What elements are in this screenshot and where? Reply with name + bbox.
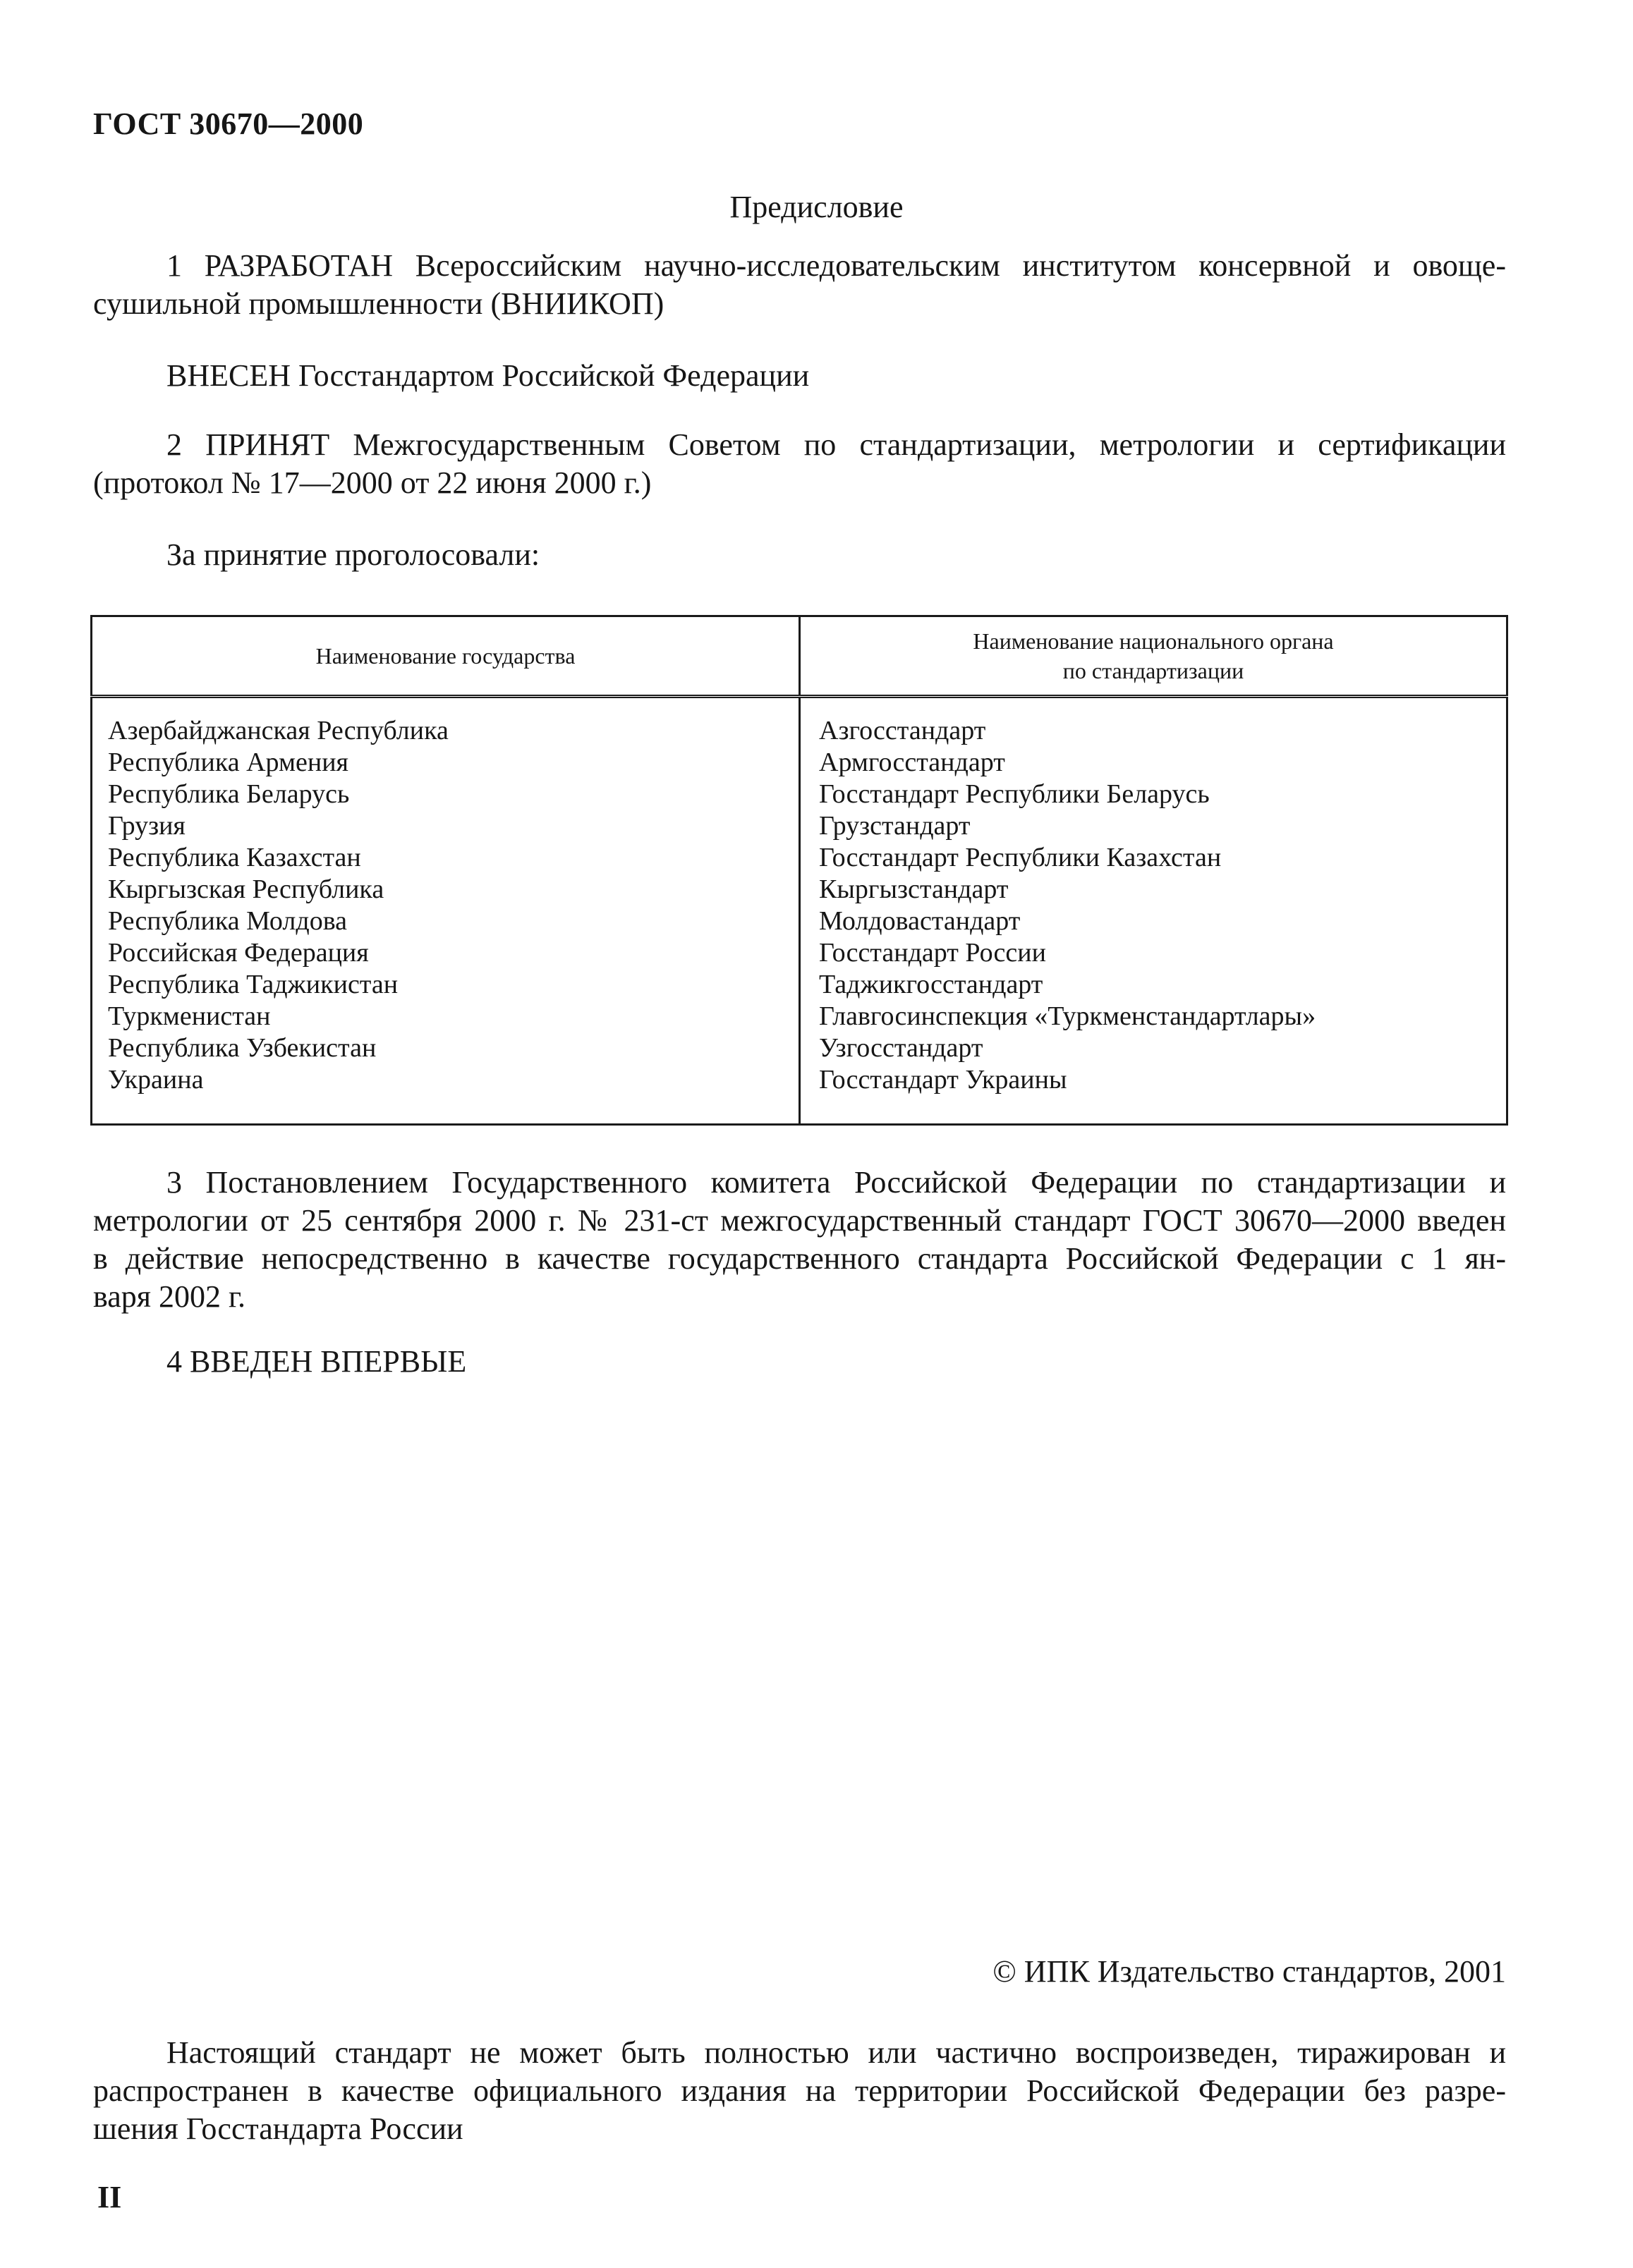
standards-body-name: Госстандарт Украины [819,1065,1067,1095]
state-name: Российская Федерация [108,938,369,968]
table-header-body-line2: по стандартизации [1062,658,1244,683]
paragraph-resolution-line4: варя 2002 г. [93,1279,246,1314]
paragraph-first-introduced: 4 ВВЕДЕН ВПЕРВЫЕ [166,1344,467,1379]
standards-body-name: Узгосстандарт [819,1033,983,1063]
paragraph-adopted-line1: 2 ПРИНЯТ Межгосударственным Советом по стандартизации, метрологии и сертификации [166,427,1506,462]
standards-body-name: Молдовастандарт [819,906,1021,936]
paragraph-developed-line2: сушильной промышленности (ВНИИКОП) [93,286,664,321]
state-name: Кыргызская Республика [108,874,384,904]
table-header-state: Наименование государства [92,616,800,697]
paragraph-resolution-line3: в действие непосредственно в качестве государственного стандарта Российской Федерации с 1 ян- [93,1241,1506,1276]
preface-title: Предисловие [729,190,904,224]
state-name: Республика Армения [108,748,349,777]
standards-body-name: Грузстандарт [819,811,971,841]
document-code: ГОСТ 30670—2000 [93,106,364,141]
paragraph-voted: За принятие проголосовали: [166,537,540,572]
paragraph-developed-line1: 1 РАЗРАБОТАН Всероссийским научно-исследовательским институтом консервной и овоще- [166,248,1506,283]
paragraph-introduced: ВНЕСЕН Госстандартом Российской Федерации [166,358,810,393]
states-column [92,697,800,1125]
reproduction-notice [93,2034,1506,2148]
paragraph-adopted-line2: (протокол № 17—2000 от 22 июня 2000 г.) [93,465,652,500]
standards-body-name: Азгосстандарт [819,716,986,745]
state-name: Республика Узбекистан [108,1033,377,1063]
standards-body-name: Госстандарт Республики Казахстан [819,843,1222,872]
reproduction-notice-line2: распространен в качестве официального издания на территории Российской Федерации без разре- [93,2073,1506,2108]
state-name: Республика Молдова [108,906,348,936]
standards-body-name: Кыргызстандарт [819,874,1009,904]
paragraph-adopted [93,426,1506,502]
paragraph-resolution [93,1164,1506,1316]
standards-body-name: Таджикгосстандарт [819,970,1043,999]
state-name: Грузия [108,811,186,841]
state-name: Азербайджанская Республика [108,716,449,745]
state-name: Республика Таджикистан [108,970,399,999]
state-name: Украина [108,1065,204,1095]
paragraph-resolution-line2: метрологии от 25 сентября 2000 г. № 231-ст межгосударственный стандарт ГОСТ 30670—2000 введен [93,1203,1506,1238]
table-header-body [800,616,1507,697]
state-name: Туркменистан [108,1001,271,1031]
paragraph-resolution-line1: 3 Постановлением Государственного комитета Российской Федерации по стандартизации и [166,1165,1506,1200]
state-name: Республика Казахстан [108,843,361,872]
state-name: Республика Беларусь [108,779,350,809]
page-number: II [97,2180,122,2214]
voting-states-table [90,615,1508,1126]
reproduction-notice-line3: шения Госстандарта России [93,2111,463,2146]
reproduction-notice-line1: Настоящий стандарт не может быть полностью или частично воспроизведен, тиражирован и [166,2035,1506,2070]
standards-body-name: Госстандарт России [819,938,1046,968]
standards-body-name: Армгосстандарт [819,748,1005,777]
table-header-body-line1: Наименование национального органа [973,628,1334,654]
standards-body-name: Главгосинспекция «Туркменстандартлары» [819,1001,1316,1031]
standards-body-name: Госстандарт Республики Беларусь [819,779,1210,809]
bodies-column [800,697,1507,1125]
copyright-notice: © ИПК Издательство стандартов, 2001 [992,1954,1506,1989]
paragraph-developed [93,247,1506,323]
